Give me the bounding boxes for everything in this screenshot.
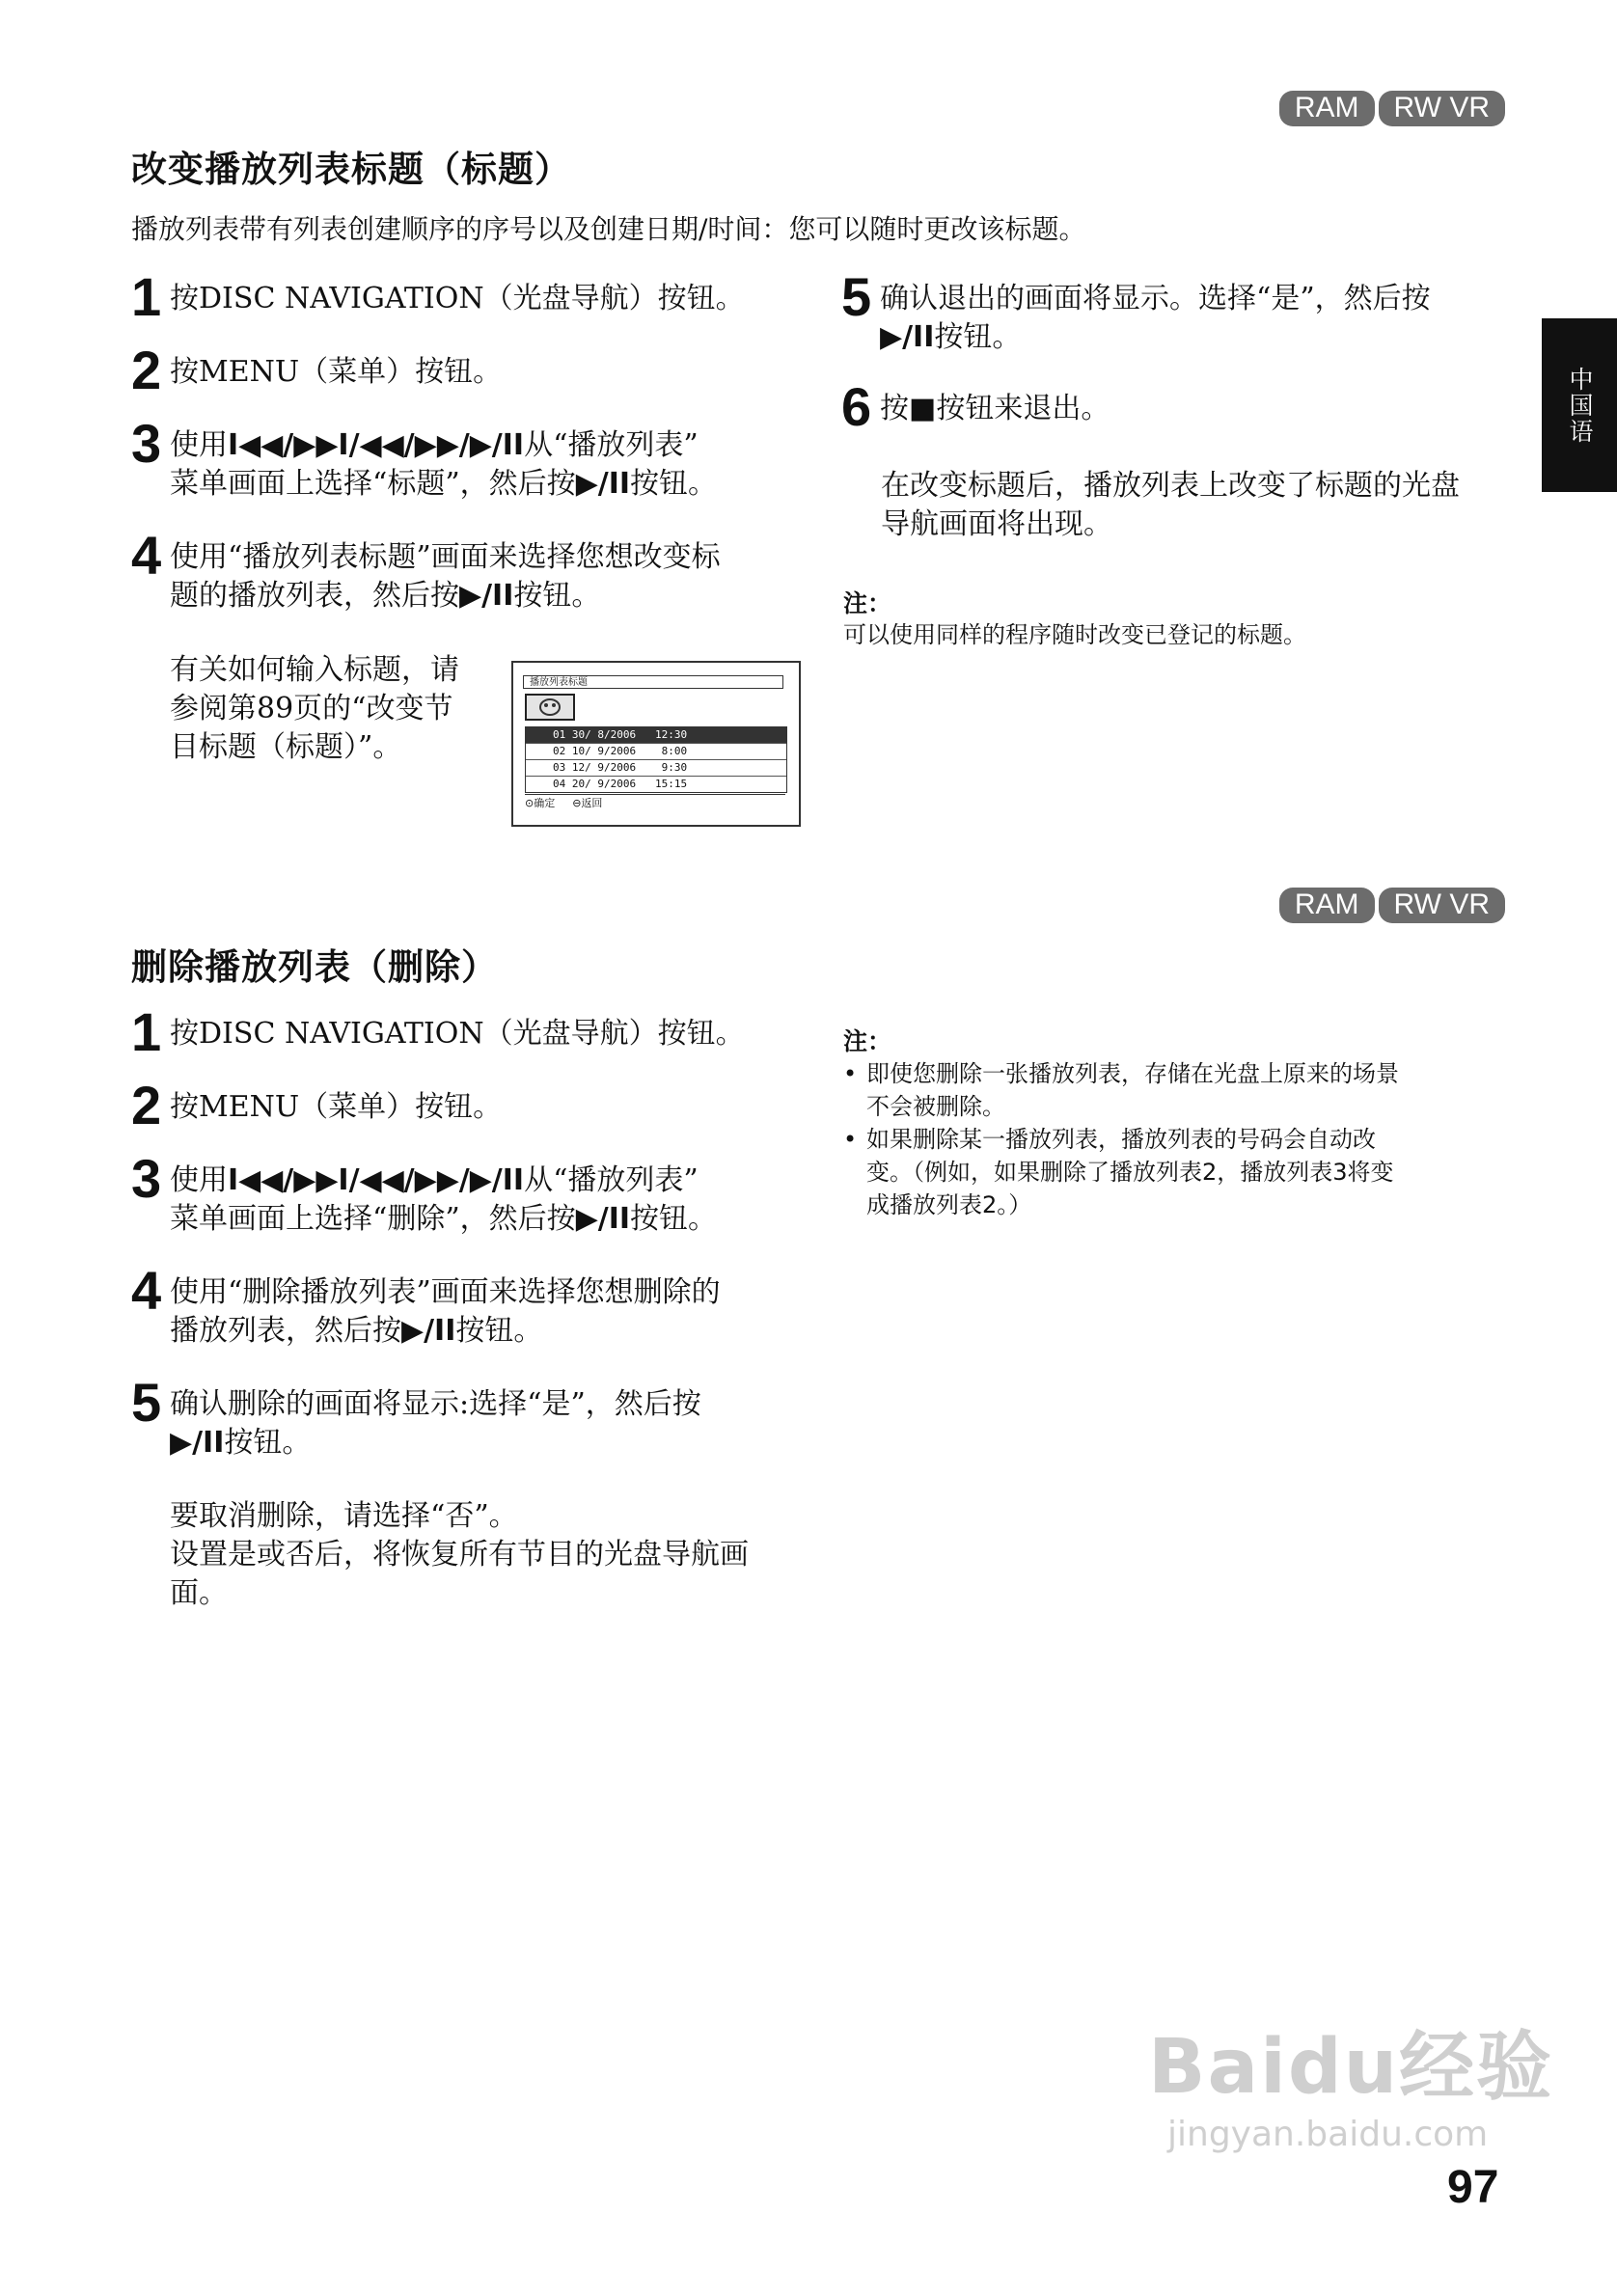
baidu-watermark (1148, 2007, 1553, 2154)
playlist-row: 01 30/ 8/2006 12:30 (526, 727, 786, 744)
step-number: 2 (131, 340, 162, 400)
step-text (880, 390, 1110, 428)
note-line: 成播放列表2。） (866, 1191, 1032, 1218)
control-buttons-icon: I◀◀/▶▶I/◀◀/▶▶/▶/II (228, 428, 525, 462)
step-text-part: 题的播放列表，然后按 (170, 579, 459, 613)
step-number: 4 (131, 1260, 162, 1321)
text-line: 要取消删除，请选择“否”。 (170, 1499, 518, 1533)
screen-footer (525, 794, 785, 812)
text-line: 设置是或否后，将恢复所有节目的光盘导航画 (170, 1538, 749, 1572)
play-pause-icon: ▶/II (170, 1426, 225, 1460)
s1-step-1 (131, 266, 745, 327)
format-badges (1279, 91, 1505, 126)
step-number: 6 (841, 376, 872, 437)
step-text: 按DISC NAVIGATION（光盘导航）按钮。 (170, 1017, 745, 1051)
back-label: ⊖返回 (572, 797, 603, 809)
step-text-part: 使用 (170, 428, 228, 462)
step-text-part: 按钮来退出。 (936, 392, 1110, 425)
text-line: 面。 (170, 1576, 228, 1610)
step-text-part: 播放列表，然后按 (170, 1314, 401, 1348)
page-number: 97 (1447, 2162, 1499, 2213)
note-line: 即使您删除一张播放列表，存储在光盘上原来的场景 (866, 1060, 1399, 1087)
step-text-part: 菜单画面上选择“删除”，然后按 (170, 1202, 576, 1236)
s2-step-5 (131, 1372, 701, 1462)
playlist-list (525, 726, 787, 793)
bullet-icon: • (843, 1126, 858, 1153)
language-tab-label: 中国语 (1566, 366, 1594, 445)
step-text (880, 280, 1431, 357)
watermark-url: jingyan.baidu.com (1167, 2115, 1489, 2154)
language-side-tab (1542, 318, 1617, 492)
section2-heading: 删除播放列表（删除） (131, 946, 498, 988)
s2-note-title: 注： (843, 1027, 892, 1055)
step-number: 4 (131, 525, 162, 586)
watermark-logo: Baidu经验 (1148, 2024, 1554, 2111)
text-line: 目标题（标题）”。 (170, 730, 402, 764)
playlist-row: 04 20/ 9/2006 15:15 (553, 778, 688, 790)
s1-note-text: 可以使用同样的程序随时改变已登记的标题。 (843, 621, 1306, 648)
rw-vr-badge: RW VR (1379, 91, 1505, 126)
step-text-part: 按 (880, 392, 909, 425)
text-line: 参阅第89页的“改变节 (170, 692, 453, 725)
note-line: 不会被删除。 (866, 1093, 1005, 1120)
note-line: 变。（例如，如果删除了播放列表2，播放列表3将变 (866, 1159, 1394, 1186)
ram-badge: RAM (1279, 888, 1375, 923)
s1-note-title: 注： (843, 589, 892, 617)
section1-intro: 播放列表带有列表创建顺序的序号以及创建日期/时间：您可以随时更改该标题。 (131, 213, 1086, 245)
step-text-part: 按钮。 (224, 1426, 312, 1460)
step-number: 5 (131, 1372, 162, 1433)
text-line: 在改变标题后，播放列表上改变了标题的光盘 (881, 469, 1460, 503)
s1-step-6 (841, 376, 1110, 437)
text-line: 有关如何输入标题，请 (170, 653, 459, 687)
step-text (170, 1273, 721, 1351)
step-text-part: 使用“播放列表标题”画面来选择您想改变标 (170, 540, 721, 574)
step-text-part: 确认删除的画面将显示:选择“是”，然后按 (170, 1387, 701, 1421)
play-pause-icon: ▶/II (880, 320, 935, 354)
playlist-row: 02 10/ 9/2006 8:00 (526, 744, 786, 760)
step-text-part: 使用“删除播放列表”画面来选择您想删除的 (170, 1275, 721, 1309)
step-text (170, 538, 721, 615)
step-text-part: 按钮。 (630, 1202, 718, 1236)
format-badges (1279, 888, 1505, 923)
step-text-part: 按钮。 (455, 1314, 543, 1348)
text-line: 导航画面将出现。 (881, 507, 1112, 541)
ram-badge: RAM (1279, 91, 1375, 126)
enter-label: ⊙确定 (525, 797, 556, 809)
step-number: 2 (131, 1075, 162, 1135)
step-text-part: 使用 (170, 1163, 228, 1197)
step-number: 3 (131, 413, 162, 474)
section1-heading: 改变播放列表标题（标题） (131, 149, 571, 190)
s1-step-2 (131, 340, 503, 400)
step-text-part: 确认退出的画面将显示。选择“是”，然后按 (880, 282, 1431, 315)
step-number: 1 (131, 266, 162, 327)
step-text-part: 从“播放列表” (524, 428, 699, 462)
step-text: 按DISC NAVIGATION（光盘导航）按钮。 (170, 282, 745, 315)
play-pause-icon: ▶/II (575, 467, 631, 501)
step-text-part: 菜单画面上选择“标题”，然后按 (170, 467, 576, 501)
play-pause-icon: ▶/II (459, 579, 514, 613)
note-item (843, 1057, 1399, 1123)
playlist-title-screen (511, 661, 801, 827)
step-text-part: 从“播放列表” (524, 1163, 699, 1197)
step-number: 3 (131, 1148, 162, 1209)
s2-note-list (843, 1057, 1399, 1221)
step-text-part: 按钮。 (513, 579, 601, 613)
s2-cancel-text (170, 1497, 749, 1613)
s1-reference-text (170, 651, 459, 767)
s2-step-2 (131, 1075, 503, 1135)
step-text (170, 426, 717, 504)
s2-step-4 (131, 1260, 721, 1351)
s2-step-1 (131, 1001, 745, 1062)
s2-step-3 (131, 1148, 718, 1239)
step-text-part: 按钮。 (630, 467, 718, 501)
note-line: 如果删除某一播放列表，播放列表的号码会自动改 (866, 1126, 1376, 1153)
step-text-part: 按钮。 (934, 320, 1022, 354)
thumbnail-icon (525, 694, 575, 721)
playlist-row: 03 12/ 9/2006 9:30 (526, 760, 786, 777)
rw-vr-badge: RW VR (1379, 888, 1505, 923)
bullet-icon: • (843, 1060, 858, 1087)
step-number: 1 (131, 1001, 162, 1062)
s1-after-exit-text (881, 467, 1460, 544)
stop-icon: ■ (909, 392, 937, 425)
step-text (170, 1385, 701, 1462)
screen-title: 播放列表标题 (523, 675, 783, 689)
s1-step-5 (841, 266, 1431, 357)
note-item (843, 1123, 1399, 1221)
play-pause-icon: ▶/II (575, 1202, 631, 1236)
play-pause-icon: ▶/II (401, 1314, 456, 1348)
step-number: 5 (841, 266, 872, 327)
s1-step-3 (131, 413, 718, 504)
step-text: 按MENU（菜单）按钮。 (170, 1090, 503, 1124)
step-text (170, 1162, 717, 1239)
control-buttons-icon: I◀◀/▶▶I/◀◀/▶▶/▶/II (228, 1163, 525, 1197)
step-text: 按MENU（菜单）按钮。 (170, 355, 503, 389)
s1-step-4 (131, 525, 721, 615)
